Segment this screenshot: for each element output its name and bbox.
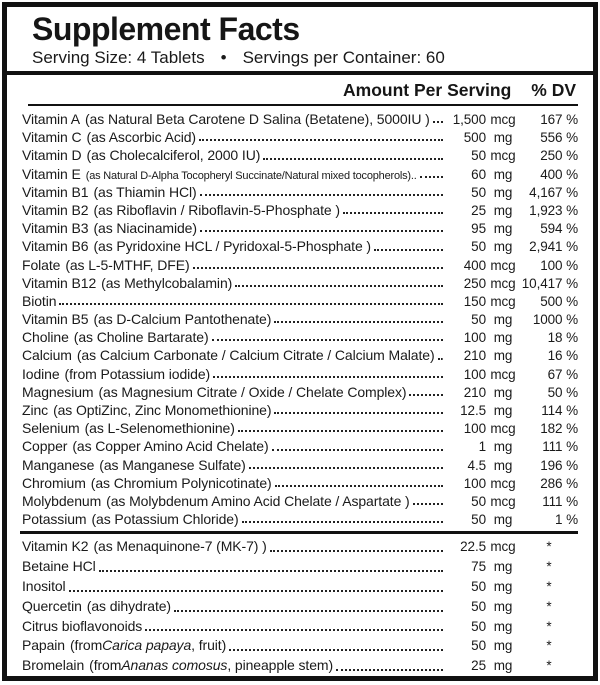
nutrient-row xyxy=(22,492,578,510)
dotted-leader xyxy=(238,430,443,432)
dotted-leader xyxy=(420,176,443,178)
amount-value: 150 xyxy=(463,293,486,309)
dotted-leader xyxy=(263,158,443,160)
dotted-leader xyxy=(275,485,443,487)
daily-value: 286 % xyxy=(540,475,578,491)
nutrient-name: Folate xyxy=(22,256,61,273)
nutrient-detail: (as Manganese Sulfate) xyxy=(99,456,246,473)
amount-unit: mg xyxy=(493,658,513,674)
amount-unit: mcg xyxy=(490,493,516,509)
dotted-leader xyxy=(242,521,443,523)
nutrient-detail: (as Cholecalciferol, 2000 IU) xyxy=(86,147,261,164)
nutrient-row xyxy=(22,292,578,310)
amount-unit: mg xyxy=(493,403,513,418)
dotted-leader xyxy=(336,669,443,671)
nutrient-detail: (from xyxy=(89,657,122,674)
amount-unit: mcg xyxy=(490,475,516,491)
nutrient-row xyxy=(22,510,578,528)
amount-value: 12.5 xyxy=(460,403,486,418)
dotted-leader xyxy=(69,590,443,592)
nutrient-detail: (as Ascorbic Acid) xyxy=(86,129,196,146)
dotted-leader xyxy=(213,376,443,378)
amount-unit: mcg xyxy=(490,148,516,164)
amount-value: 22.5 xyxy=(460,539,486,555)
main-nutrients-section xyxy=(22,110,578,528)
dotted-leader xyxy=(229,649,443,651)
nutrient-detail: (as L-5-MTHF, DFE) xyxy=(65,256,190,273)
dotted-leader xyxy=(200,194,443,196)
nutrient-name: Vitamin B12 xyxy=(22,274,97,291)
nutrient-name: Magnesium xyxy=(22,383,94,400)
amount-value: 50 xyxy=(471,148,486,164)
amount-value: 50 xyxy=(471,512,486,528)
daily-value: 114 % xyxy=(541,403,578,418)
percent-dv-header: % DV xyxy=(531,80,576,100)
nutrient-name: Betaine HCl xyxy=(22,558,96,575)
dotted-leader xyxy=(99,570,443,572)
dotted-leader xyxy=(438,358,443,360)
nutrient-row xyxy=(22,219,578,237)
daily-value: 67 % xyxy=(547,366,578,382)
nutrient-row xyxy=(22,365,578,383)
nutrient-row xyxy=(22,346,578,364)
nutrient-detail: (as Magnesium Citrate / Oxide / Chelate Complex) xyxy=(98,383,407,400)
thick-divider xyxy=(7,71,593,75)
amount-value: 400 xyxy=(463,257,486,273)
amount-value: 50 xyxy=(471,493,486,509)
nutrient-row xyxy=(22,128,578,146)
daily-value: * xyxy=(546,539,552,555)
daily-value: 50 % xyxy=(547,384,578,400)
nutrient-detail: (as L-Selenomethionine) xyxy=(84,420,235,437)
nutrient-name: Vitamin K2 xyxy=(22,538,89,555)
nutrient-row xyxy=(22,401,578,419)
daily-value: 1000 % xyxy=(532,312,578,328)
nutrient-name: Vitamin B5 xyxy=(22,311,89,328)
amount-unit: mg xyxy=(493,130,513,146)
nutrient-row xyxy=(22,146,578,164)
nutrient-name: Vitamin A xyxy=(22,111,80,127)
dotted-leader xyxy=(145,629,443,631)
nutrient-name: Citrus bioflavonoids xyxy=(22,617,143,634)
dotted-leader xyxy=(235,285,443,287)
daily-value: * xyxy=(546,618,552,634)
amount-unit: mg xyxy=(493,618,513,634)
dotted-leader xyxy=(343,212,443,214)
serving-size-text: Serving Size: 4 Tablets xyxy=(32,48,205,67)
nutrient-name: Vitamin D xyxy=(22,147,82,164)
amount-value: 95 xyxy=(471,221,486,237)
nutrient-detail: (as Pyridoxine HCL / Pyridoxal-5-Phosphate ) xyxy=(93,238,371,255)
dotted-leader xyxy=(270,550,443,552)
nutrient-name: Copper xyxy=(22,438,68,455)
nutrient-name: Molybdenum xyxy=(22,492,102,509)
dotted-leader xyxy=(413,503,443,505)
amount-unit: mg xyxy=(493,578,513,594)
amount-unit: mg xyxy=(493,166,513,182)
dotted-leader xyxy=(409,394,443,396)
dotted-leader xyxy=(274,321,443,323)
supplement-facts-label xyxy=(2,2,598,681)
daily-value: 18 % xyxy=(547,330,578,346)
nutrient-row xyxy=(22,183,578,201)
nutrient-name: Vitamin B6 xyxy=(22,238,89,255)
daily-value: 1,923 % xyxy=(529,202,578,218)
nutrient-name: Potassium xyxy=(22,511,87,528)
nutrient-row xyxy=(22,310,578,328)
amount-value: 250 xyxy=(463,275,486,291)
daily-value: 2,941 % xyxy=(529,239,578,255)
thin-divider xyxy=(28,104,578,106)
amount-unit: mg xyxy=(493,202,513,218)
amount-value: 50 xyxy=(471,239,486,255)
daily-value: 111 % xyxy=(542,439,578,455)
nutrient-name: Biotin xyxy=(22,292,57,309)
nutrient-name: Chromium xyxy=(22,474,86,491)
daily-value: 556 % xyxy=(540,130,578,146)
nutrient-name: Papain xyxy=(22,637,65,654)
nutrient-detail: (as Riboflavin / Riboflavin-5-Phosphate ) xyxy=(93,201,340,218)
nutrient-detail: (as Thiamin HCl) xyxy=(93,183,197,200)
daily-value: 500 % xyxy=(540,293,578,309)
nutrient-row xyxy=(22,256,578,274)
label-content xyxy=(7,11,593,676)
nutrient-detail: (as Choline Bartarate) xyxy=(73,329,209,346)
nutrient-row xyxy=(22,597,578,617)
amount-unit: mcg xyxy=(490,257,516,273)
nutrient-detail: (as OptiZinc, Zinc Monomethionine) xyxy=(53,402,272,418)
nutrient-row xyxy=(22,537,578,557)
amount-value: 100 xyxy=(463,366,486,382)
nutrient-detail-italic: Carica papaya xyxy=(102,637,192,654)
dotted-leader xyxy=(249,467,443,469)
dotted-leader xyxy=(374,249,443,251)
nutrient-detail: (as Methylcobalamin) xyxy=(101,274,233,291)
daily-value: 167 % xyxy=(540,112,578,127)
amount-value: 60 xyxy=(471,166,486,182)
nutrient-name: Iodine xyxy=(22,365,60,382)
nutrient-name: Selenium xyxy=(22,420,80,437)
amount-unit: mg xyxy=(493,312,513,328)
amount-unit: mg xyxy=(493,184,513,200)
amount-value: 75 xyxy=(471,559,486,575)
nutrient-row xyxy=(22,557,578,577)
nutrient-name: Vitamin E xyxy=(22,165,81,182)
nutrient-row xyxy=(22,110,578,128)
daily-value: * xyxy=(546,559,552,575)
nutrient-row xyxy=(22,274,578,292)
daily-value: 1 % xyxy=(555,512,578,528)
amount-unit: mg xyxy=(493,439,513,455)
amount-unit: mg xyxy=(493,638,513,654)
nutrient-name: Manganese xyxy=(22,456,95,473)
amount-value: 100 xyxy=(463,330,486,346)
amount-value: 210 xyxy=(463,348,486,364)
amount-value: 25 xyxy=(471,658,486,674)
amount-value: 50 xyxy=(471,618,486,634)
amount-value: 50 xyxy=(471,312,486,328)
amount-unit: mg xyxy=(493,348,513,364)
amount-unit: mg xyxy=(493,384,513,400)
nutrient-name: Choline xyxy=(22,329,69,346)
nutrient-detail: (from xyxy=(70,637,103,654)
nutrient-name: Zinc xyxy=(22,402,49,418)
daily-value: 196 % xyxy=(540,457,578,473)
nutrient-detail: (as Copper Amino Acid Chelate) xyxy=(72,438,269,455)
dotted-leader xyxy=(59,303,443,305)
nutrient-detail: (as Chromium Polynicotinate) xyxy=(90,474,272,491)
amount-value: 100 xyxy=(463,421,486,437)
nutrient-name: Quercetin xyxy=(22,597,82,614)
nutrient-row xyxy=(22,437,578,455)
nutrient-detail-suffix: , fruit) xyxy=(191,637,227,654)
nutrient-name: Bromelain xyxy=(22,657,85,674)
nutrient-detail: (from Potassium iodide) xyxy=(64,365,211,382)
dotted-leader xyxy=(274,412,443,414)
amount-unit: mcg xyxy=(490,293,516,309)
nutrient-name: Calcium xyxy=(22,347,72,364)
dotted-leader xyxy=(174,610,443,612)
amount-value: 1,500 xyxy=(452,112,486,127)
amount-value: 25 xyxy=(471,202,486,218)
daily-value: 182 % xyxy=(540,421,578,437)
nutrient-detail: (as Potassium Chloride) xyxy=(91,511,239,528)
dotted-leader xyxy=(212,339,443,341)
amount-unit: mcg xyxy=(490,112,516,127)
amount-unit: mg xyxy=(493,512,513,528)
daily-value: * xyxy=(546,638,552,654)
daily-value: * xyxy=(546,578,552,594)
nutrient-detail: (as D-Calcium Pantothenate) xyxy=(93,311,272,328)
dotted-leader xyxy=(433,121,443,123)
amount-unit: mcg xyxy=(490,366,516,382)
nutrient-row xyxy=(22,328,578,346)
amount-unit: mg xyxy=(493,457,513,473)
daily-value: 100 % xyxy=(540,257,578,273)
nutrient-name: Vitamin B2 xyxy=(22,201,89,218)
amount-unit: mg xyxy=(493,221,513,237)
serving-info xyxy=(32,47,578,68)
section-divider xyxy=(20,531,578,534)
nutrient-row xyxy=(22,456,578,474)
nutrient-name: Vitamin C xyxy=(22,129,82,146)
daily-value: 16 % xyxy=(547,348,578,364)
daily-value: * xyxy=(546,598,552,614)
column-header-row xyxy=(22,78,578,102)
amount-unit: mcg xyxy=(490,421,516,437)
nutrient-row xyxy=(22,617,578,637)
amount-per-serving-header: Amount Per Serving xyxy=(343,80,512,100)
daily-value: * xyxy=(546,658,552,674)
amount-unit: mg xyxy=(493,598,513,614)
secondary-nutrients-section xyxy=(22,537,578,676)
amount-unit: mcg xyxy=(490,539,516,555)
nutrient-row xyxy=(22,419,578,437)
amount-value: 500 xyxy=(463,130,486,146)
nutrient-detail: (as Natural D-Alpha Tocopheryl Succinate/Natural mixed tocopherols).. xyxy=(85,169,417,182)
daily-value: 111 % xyxy=(542,493,578,509)
daily-value: 250 % xyxy=(540,148,578,164)
nutrient-row xyxy=(22,577,578,597)
amount-value: 50 xyxy=(471,598,486,614)
nutrient-row xyxy=(22,636,578,656)
amount-value: 50 xyxy=(471,638,486,654)
nutrient-name: Vitamin B3 xyxy=(22,220,89,237)
nutrient-detail: (as Natural Beta Carotene D Salina (Betatene), 5000IU ) xyxy=(85,111,430,127)
nutrient-row xyxy=(22,656,578,676)
amount-value: 100 xyxy=(463,475,486,491)
daily-value: 4,167 % xyxy=(529,184,578,200)
amount-value: 1 xyxy=(478,439,486,455)
bullet-separator: • xyxy=(220,48,227,67)
nutrient-name: Inositol xyxy=(22,577,66,594)
label-title: Supplement Facts xyxy=(32,11,300,47)
amount-value: 50 xyxy=(471,578,486,594)
amount-unit: mcg xyxy=(490,275,516,291)
amount-value: 210 xyxy=(463,384,486,400)
amount-value: 50 xyxy=(471,184,486,200)
nutrient-detail-suffix: , pineapple stem) xyxy=(227,657,334,674)
amount-unit: mg xyxy=(493,559,513,575)
servings-per-container-text: Servings per Container: 60 xyxy=(242,48,445,67)
nutrient-detail: (as Niacinamide) xyxy=(93,220,197,237)
nutrient-detail: (as Molybdenum Amino Acid Chelate / Aspartate ) xyxy=(106,492,410,509)
nutrient-detail: (as Calcium Carbonate / Calcium Citrate / Calcium Malate) xyxy=(76,347,435,364)
dotted-leader xyxy=(200,230,443,232)
nutrient-row xyxy=(22,237,578,255)
amount-unit: mg xyxy=(493,330,513,346)
nutrient-detail: (as dihydrate) xyxy=(86,597,171,614)
dotted-leader xyxy=(199,139,443,141)
daily-value: 400 % xyxy=(540,166,578,182)
nutrient-row xyxy=(22,383,578,401)
nutrient-row xyxy=(22,165,578,183)
daily-value: 10,417 % xyxy=(521,275,578,291)
nutrient-row xyxy=(22,474,578,492)
daily-value: 594 % xyxy=(540,221,578,237)
nutrient-detail-italic: Ananas comosus xyxy=(121,657,228,674)
nutrient-detail: (as Menaquinone-7 (MK-7) ) xyxy=(93,538,267,555)
dotted-leader xyxy=(193,267,443,269)
amount-unit: mg xyxy=(493,239,513,255)
dotted-leader xyxy=(272,449,443,451)
amount-value: 4.5 xyxy=(467,457,486,473)
nutrient-row xyxy=(22,201,578,219)
nutrient-name: Vitamin B1 xyxy=(22,183,89,200)
